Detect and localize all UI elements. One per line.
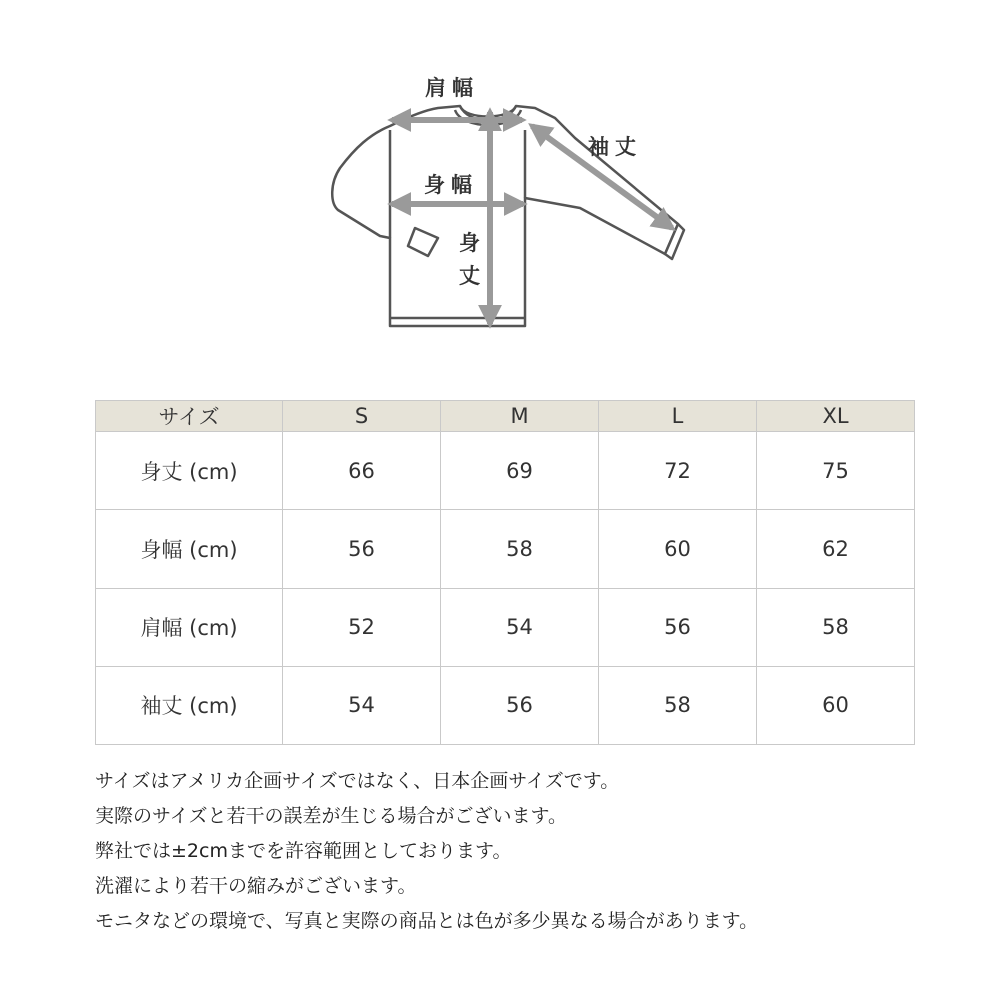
table-row: [96, 432, 915, 510]
table-cell: 69: [441, 432, 599, 510]
note-line: サイズはアメリカ企画サイズではなく、日本企画サイズです。: [95, 770, 620, 792]
table-cell: 75: [757, 432, 915, 510]
header-l: L: [599, 401, 757, 432]
sleeve-length-label: 袖丈: [588, 135, 642, 159]
note-line: 洗濯により若干の縮みがございます。: [95, 875, 417, 897]
table-row: [96, 666, 915, 744]
size-notes: [95, 764, 975, 939]
table-cell: 62: [757, 510, 915, 588]
table-cell: 52: [283, 588, 441, 666]
shoulder-width-label: 肩幅: [425, 76, 479, 100]
header-xl: XL: [757, 401, 915, 432]
table-cell: 72: [599, 432, 757, 510]
body-width-label: 身幅: [424, 173, 478, 197]
note-line: 弊社では±2cmまでを許容範囲としております。: [95, 840, 512, 862]
table-cell: 66: [283, 432, 441, 510]
row-label: 身幅 (cm): [96, 510, 283, 588]
body-length-label-bottom: 丈: [459, 264, 486, 288]
row-label: 身丈 (cm): [96, 432, 283, 510]
header-s: S: [283, 401, 441, 432]
shirt-outline-svg: [320, 68, 700, 338]
body-length-label-top: 身: [459, 231, 486, 255]
table-row: [96, 588, 915, 666]
table-cell: 60: [757, 666, 915, 744]
header-size: サイズ: [96, 401, 283, 432]
size-chart-table: [95, 400, 915, 745]
row-label: 肩幅 (cm): [96, 588, 283, 666]
table-cell: 54: [441, 588, 599, 666]
shirt-measurement-diagram: [320, 68, 700, 338]
table-row: [96, 510, 915, 588]
table-cell: 56: [599, 588, 757, 666]
row-label: 袖丈 (cm): [96, 666, 283, 744]
table-cell: 60: [599, 510, 757, 588]
header-m: M: [441, 401, 599, 432]
table-cell: 58: [757, 588, 915, 666]
table-cell: 56: [283, 510, 441, 588]
note-line: モニタなどの環境で、写真と実際の商品とは色が多少異なる場合があります。: [95, 910, 759, 932]
table-header-row: [96, 401, 915, 432]
table-cell: 58: [441, 510, 599, 588]
note-line: 実際のサイズと若干の誤差が生じる場合がございます。: [95, 805, 567, 827]
table-cell: 58: [599, 666, 757, 744]
table-cell: 54: [283, 666, 441, 744]
table-cell: 56: [441, 666, 599, 744]
